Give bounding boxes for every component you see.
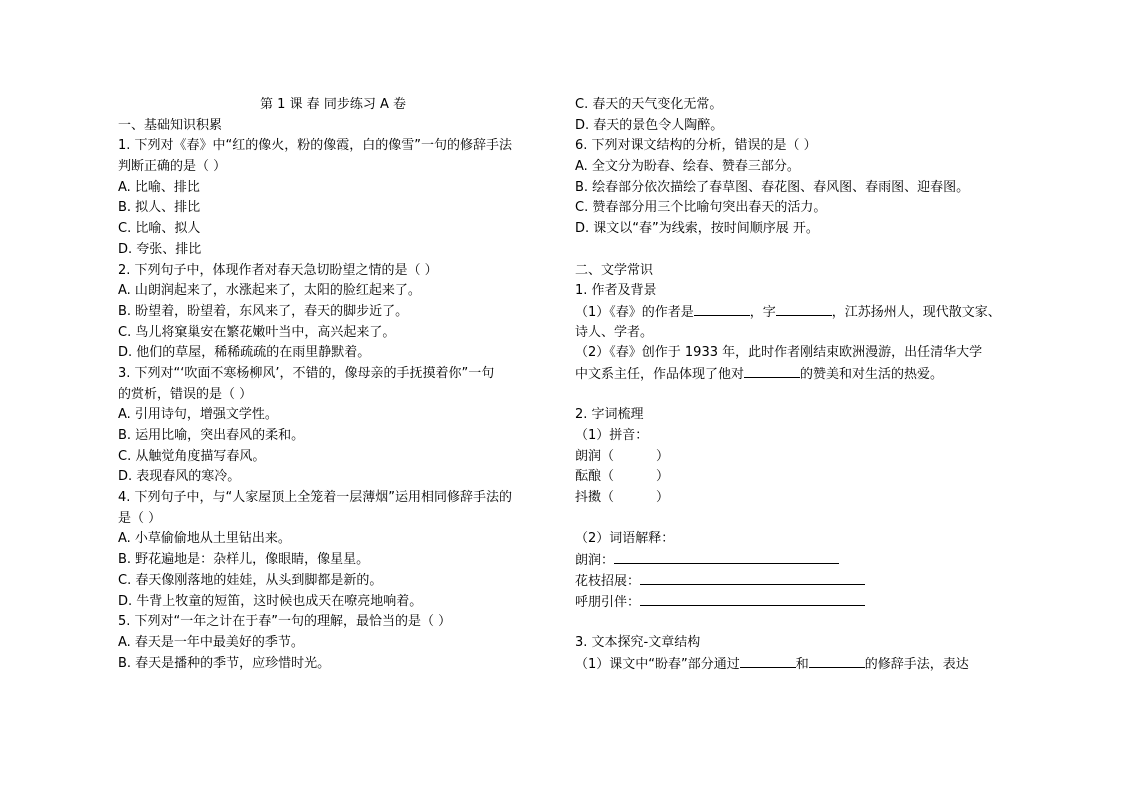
question-line: B. 拟人、排比 [118,200,201,216]
question-line: 是（ ） [118,510,162,526]
pinyin-heading: （1）拼音： [575,428,649,443]
section-heading: 一、基础知识积累 [118,117,223,133]
author-line: 诗人、学者。 [575,324,654,340]
question-line: D. 表现春风的寒冷。 [118,469,241,485]
question-line: 2. 下列句子中，体现作者对春天急切盼望之情的是（ ） [118,262,438,278]
question-line: A. 引用诗句，增强文学性。 [118,407,278,423]
text: 呼朋引伴： [575,594,641,610]
explain-heading: （2）词语解释： [575,531,675,547]
text: 朗润（ [575,448,615,464]
explain-item [575,571,1015,592]
question-line: B. 盼望着，盼望着，东风来了，春天的脚步近了。 [118,303,409,319]
question-line: 3. 下列对“‘吹面不寒杨柳风’，不错的，像母亲的手抚摸着你”一句 [118,365,495,381]
question-line: 判断正确的是（ ） [118,159,227,175]
question-6: 6. 下列对课文结构的分析，错误的是（ ） [575,138,817,154]
question-line: A. 山朗润起来了，水涨起来了，太阳的脸红起来了。 [118,283,421,299]
pinyin-item [575,488,1015,509]
fill-blank[interactable] [740,654,796,668]
text: ） [656,469,670,485]
right-column [575,95,1015,674]
question-line: B. 野花遍地是：杂样儿，像眼睛，像星星。 [118,552,370,568]
option-d: D. 课文以“春”为线索，按时间顺序展 开。 [575,221,819,237]
section-heading: 二、文学常识 [575,262,654,278]
fill-blank[interactable] [694,302,750,316]
question-line: B. 运用比喻，突出春风的柔和。 [118,428,305,443]
question-line: C. 鸟儿将窠巢安在繁花嫩叶当中，高兴起来了。 [118,324,396,340]
explain-item [575,550,1015,571]
text: （1）《春》的作者是 [575,304,694,320]
question-line: A. 小草偷偷地从土里钻出来。 [118,531,291,547]
question-line: B. 春天是播种的季节，应珍惜时光。 [118,655,331,671]
text: ） [656,448,670,464]
question-line: 5. 下列对“一年之计在于春”一句的理解，最恰当的是（ ） [118,614,452,630]
text: ） [656,490,670,506]
question-line: D. 牛背上牧童的短笛，这时候也成天在嘹亮地响着。 [118,593,423,609]
fill-blank[interactable] [744,364,800,378]
text: 朗润： [575,553,615,569]
author-line: （2）《春》创作于 1933 年，此时作者刚结束欧洲漫游，出任清华大学 [575,345,983,361]
fill-blank[interactable] [640,571,865,585]
subsection-heading: 3. 文本探究-文章结构 [575,634,701,650]
fill-blank[interactable] [614,550,839,564]
fill-blank[interactable] [640,592,865,606]
option-c: C. 赞春部分用三个比喻句突出春天的活力。 [575,200,827,216]
question-line: C. 春天像刚落地的娃娃，从头到脚都是新的。 [118,572,383,588]
option-c: C. 春天的天气变化无常。 [575,97,723,112]
text: ，字 [749,304,776,320]
question-line: A. 春天是一年中最美好的季节。 [118,634,304,650]
page-title: 第 1 课 春 同步练习 A 卷 [260,97,406,112]
text: 花枝招展： [575,573,641,589]
question-line: C. 比喻、拟人 [118,221,201,237]
text: 抖擞（ [575,490,615,506]
left-column [118,95,558,674]
question-line: C. 从触觉角度描写春风。 [118,448,266,464]
text: ，江苏扬州人，现代散文家、 [831,304,1001,320]
fill-blank[interactable] [776,302,832,316]
question-line: 1. 下列对《春》中“红的像火，粉的像霞，白的像雪”一句的修辞手法 [118,138,513,154]
question-line: 的赏析，错误的是（ ） [118,386,253,402]
option-b: B. 绘春部分依次描绘了春草图、春花图、春风图、春雨图、迎春图。 [575,179,970,195]
text: （1）课文中“盼春”部分通过 [575,656,740,672]
option-a: A. 全文分为盼春、绘春、赞春三部分。 [575,159,800,175]
option-d: D. 春天的景色令人陶醉。 [575,117,724,133]
author-line [575,364,1015,385]
pinyin-item [575,447,1015,468]
left-question-list [118,116,558,675]
subsection-heading: 1. 作者及背景 [575,283,657,299]
text: 的修辞手法，表达 [864,656,969,672]
question-line: D. 夸张、排比 [118,241,202,257]
structure-line [575,654,1015,675]
pinyin-item [575,467,1015,488]
question-line: 4. 下列句子中，与“人家屋顶上全笼着一层薄烟”运用相同修辞手法的 [118,490,513,506]
author-line [575,302,1015,323]
question-line: A. 比喻、排比 [118,179,200,195]
text: 酝酿（ [575,469,615,485]
subsection-heading: 2. 字词梳理 [575,407,644,423]
text: 的赞美和对生活的热爱。 [800,366,944,382]
text: 中文系主任，作品体现了他对 [575,366,745,382]
question-line: D. 他们的草屋，稀稀疏疏的在雨里静默着。 [118,345,371,361]
explain-item [575,592,1015,613]
fill-blank[interactable] [809,654,865,668]
text: 和 [795,656,809,672]
